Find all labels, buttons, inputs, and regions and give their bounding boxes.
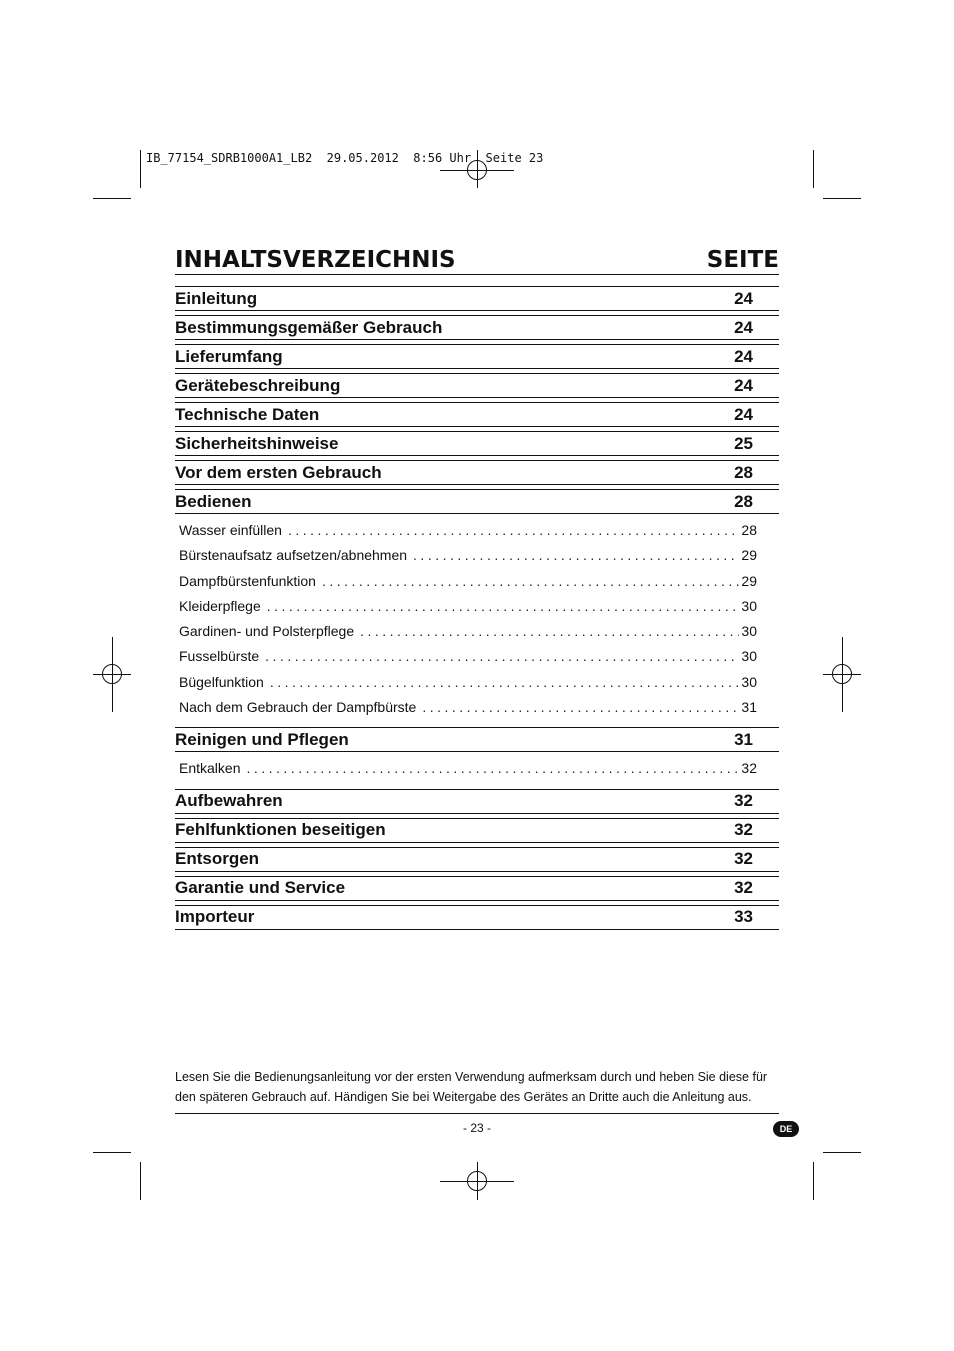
toc-entry[interactable]	[175, 489, 779, 514]
toc-entry-label: Bestimmungsgemäßer Gebrauch	[175, 317, 443, 337]
toc-subentry[interactable]	[175, 619, 779, 644]
toc-entry-label: Einleitung	[175, 288, 258, 308]
toc-entry-page: 24	[734, 404, 753, 424]
toc-subentry[interactable]	[175, 670, 779, 695]
toc-entry-page: 32	[734, 878, 753, 898]
dot-leader	[360, 619, 739, 644]
dot-leader	[413, 543, 739, 568]
toc-entry-page: 31	[734, 729, 753, 749]
toc-entry-label: Lieferumfang	[175, 346, 283, 366]
toc-subentry-label: Bügelfunktion	[179, 673, 264, 690]
toc-subentry[interactable]	[175, 569, 779, 594]
page-number: - 23 -	[462, 1121, 491, 1135]
toc-subentry[interactable]	[175, 543, 779, 568]
toc-subentry-label: Fusselbürste	[179, 648, 260, 665]
dot-leader	[288, 518, 739, 543]
toc-subentry-page: 30	[741, 648, 757, 665]
toc-entry[interactable]	[175, 373, 779, 398]
toc-subentry-label: Dampfbürstenfunktion	[179, 572, 316, 589]
toc-entry-label: Garantie und Service	[175, 878, 346, 898]
toc-entry[interactable]	[175, 286, 779, 311]
toc-subentry[interactable]	[175, 756, 779, 781]
toc-entry-label: Gerätebeschreibung	[175, 375, 341, 395]
toc-entry-label: Aufbewahren	[175, 791, 283, 811]
dot-leader	[422, 695, 739, 720]
page-title: INHALTSVERZEICHNIS	[175, 247, 456, 273]
usage-note: Lesen Sie die Bedienungsanleitung vor der ersten Verwendung aufmerksam durch und heben Sie diese für den späteren Gebrauch auf. Händigen Sie bei Weitergabe des Gerätes an Dritte auch die Anleitung aus.	[175, 1070, 768, 1104]
toc-entry-label: Bedienen	[175, 491, 252, 511]
toc-subentry-label: Wasser einfüllen	[179, 522, 282, 538]
toc-subentry-label: Entkalken	[179, 760, 241, 777]
toc-entry-label: Reinigen und Pflegen	[175, 729, 349, 749]
toc-entry-page: 24	[734, 346, 753, 366]
dot-leader	[270, 670, 740, 695]
toc-entry[interactable]	[175, 905, 779, 930]
toc-entry-page: 32	[734, 791, 753, 811]
toc-entry-label: Fehlfunktionen beseitigen	[175, 820, 386, 840]
toc-subentries	[175, 752, 779, 784]
toc-entry[interactable]	[175, 315, 779, 340]
toc-entry[interactable]	[175, 847, 779, 872]
toc-entry[interactable]	[175, 789, 779, 814]
page-column-heading: SEITE	[706, 247, 779, 273]
toc-entry-page: 33	[734, 907, 753, 927]
dot-leader	[267, 594, 740, 619]
toc-subentry-page: 30	[741, 597, 757, 614]
toc-subentry-page: 30	[741, 673, 757, 690]
toc-subentry[interactable]	[175, 695, 779, 720]
toc-subentry-page: 30	[741, 623, 757, 640]
toc-subentry-page: 29	[741, 572, 757, 589]
toc-subentry-label: Kleiderpflege	[179, 597, 261, 614]
toc-subentry-page: 28	[741, 522, 757, 538]
toc-subentries	[175, 514, 779, 723]
toc-subentry-label: Nach dem Gebrauch der Dampfbürste	[179, 699, 417, 716]
divider	[175, 1113, 779, 1114]
toc-entry-page: 25	[734, 433, 753, 453]
dot-leader	[246, 756, 739, 781]
toc-entry-label: Vor dem ersten Gebrauch	[175, 462, 382, 482]
toc-subentry-page: 31	[741, 699, 757, 716]
dot-leader	[322, 569, 739, 594]
toc-entry[interactable]	[175, 876, 779, 901]
toc-entry-page: 24	[734, 288, 753, 308]
toc-entry-page: 32	[734, 849, 753, 869]
toc-entry[interactable]	[175, 431, 779, 456]
toc-entry-label: Importeur	[175, 907, 255, 927]
print-slug-line: IB_77154_SDRB1000A1_LB2 29.05.2012 8:56 Uhr Seite 23	[146, 151, 544, 165]
toc-entry-page: 28	[734, 491, 753, 511]
toc-entry-label: Technische Daten	[175, 404, 320, 424]
toc-heading	[175, 244, 779, 275]
toc-entry-page: 24	[734, 317, 753, 337]
toc-subentry-page: 29	[741, 547, 757, 564]
toc-entry[interactable]	[175, 727, 779, 752]
toc-subentry-label: Gardinen- und Polsterpflege	[179, 623, 355, 640]
toc-entry-label: Entsorgen	[175, 849, 260, 869]
toc-entry-page: 28	[734, 462, 753, 482]
toc-subentry-label: Bürstenaufsatz aufsetzen/abnehmen	[179, 547, 408, 564]
toc-subentry-page: 32	[741, 760, 757, 777]
toc-entry-label: Sicherheitshinweise	[175, 433, 339, 453]
table-of-contents	[175, 286, 779, 930]
toc-entry[interactable]	[175, 818, 779, 843]
language-badge: DE	[773, 1121, 799, 1137]
toc-entry[interactable]	[175, 402, 779, 427]
toc-subentry[interactable]	[175, 518, 779, 543]
toc-entry[interactable]	[175, 460, 779, 485]
toc-subentry[interactable]	[175, 644, 779, 669]
toc-entry[interactable]	[175, 344, 779, 369]
dot-leader	[265, 644, 739, 669]
toc-subentry[interactable]	[175, 594, 779, 619]
toc-entry-page: 32	[734, 820, 753, 840]
toc-entry-page: 24	[734, 375, 753, 395]
